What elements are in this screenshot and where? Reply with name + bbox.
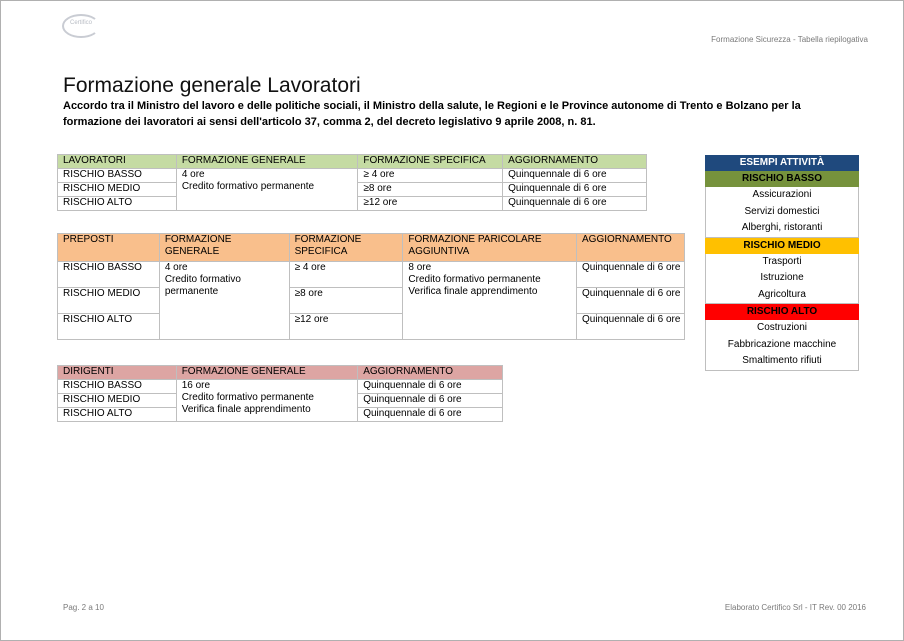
generale-line: 16 ore — [181, 380, 211, 391]
table-header-row — [58, 234, 685, 262]
page-title: Formazione generale Lavoratori — [63, 74, 361, 97]
aggiuntiva-line: 8 ore — [408, 262, 432, 273]
list-item: Assicurazioni — [752, 189, 812, 200]
list-item: Fabbricazione macchine — [727, 338, 837, 350]
header-doc-title: Formazione Sicurezza - Tabella riepilogativa — [711, 35, 868, 44]
specifica-cell: ≥ 4 ore — [358, 169, 503, 183]
header-cell: PREPOSTI — [58, 234, 160, 262]
list-item: Costruzioni — [756, 322, 808, 333]
generale-line: 4 ore — [181, 169, 205, 180]
page-number: Pag. 2 a 10 — [63, 603, 104, 612]
aggiornamento-cell: Quinquennale di 6 ore — [358, 380, 503, 394]
rischio-alto-header: RISCHIO ALTO — [705, 304, 859, 320]
table-header-row — [58, 366, 503, 380]
aggiornamento-cell: Quinquennale di 6 ore — [503, 183, 647, 197]
table-row — [58, 262, 685, 288]
aggiornamento-cell: Quinquennale di 6 ore — [503, 169, 647, 183]
list-item: Agricoltura — [758, 288, 806, 300]
aggiornamento-cell: Quinquennale di 6 ore — [358, 408, 503, 422]
rischio-cell: RISCHIO MEDIO — [58, 288, 160, 314]
rischio-cell: RISCHIO BASSO — [58, 262, 160, 288]
specifica-cell: ≥8 ore — [358, 183, 503, 197]
header-cell: FORMAZIONE GENERALE — [176, 155, 358, 169]
generale-line: Verifica finale apprendimento — [181, 404, 311, 415]
header-cell: LAVORATORI — [58, 155, 177, 169]
table-row — [58, 380, 503, 394]
header-cell: FORMAZIONE PARICOLARE AGGIUNTIVA — [403, 234, 577, 262]
aggiornamento-cell: Quinquennale di 6 ore — [577, 288, 685, 314]
table-row — [58, 314, 685, 340]
footer-credit: Elaborato Certifico Srl - IT Rev. 00 2016 — [724, 603, 866, 612]
specifica-cell: ≥12 ore — [358, 197, 503, 211]
list-item: Smaltimento rifiuti — [742, 355, 822, 366]
formazione-generale-cell — [176, 380, 358, 422]
table-row — [58, 169, 647, 183]
table-row — [58, 288, 685, 314]
certifico-logo — [62, 14, 98, 36]
rischio-cell: RISCHIO MEDIO — [58, 183, 177, 197]
page-subtitle: Accordo tra il Ministro del lavoro e delle politiche sociali, il Ministro della salute, le Regioni e le Province autonome di Trento e Bolzano per la formazione dei lavoratori ai sensi dell'articolo 37, comma 2, del decreto legislativo 9 aprile 2008, n. 81. — [63, 100, 801, 128]
rischio-cell: RISCHIO ALTO — [58, 314, 160, 340]
aggiuntiva-line: Credito formativo permanente — [408, 274, 541, 285]
generale-line: Credito formativo permanente — [164, 274, 241, 297]
lavoratori-table — [57, 154, 647, 211]
aggiornamento-cell: Quinquennale di 6 ore — [577, 314, 685, 340]
header-cell: FORMAZIONE SPECIFICA — [358, 155, 503, 169]
specifica-cell: ≥8 ore — [289, 288, 403, 314]
rischio-cell: RISCHIO MEDIO — [58, 394, 177, 408]
header-cell: FORMAZIONE SPECIFICA — [289, 234, 403, 262]
generale-line: Credito formativo permanente — [181, 392, 314, 403]
formazione-aggiuntiva-cell — [403, 262, 577, 340]
logo-text: Certifico — [70, 20, 93, 26]
header-cell: AGGIORNAMENTO — [358, 366, 503, 380]
rischio-basso-list — [705, 187, 859, 238]
list-item: Servizi domestici — [744, 205, 820, 217]
rischio-medio-list — [705, 254, 859, 305]
rischio-cell: RISCHIO BASSO — [58, 380, 177, 394]
rischio-alto-list — [705, 320, 859, 371]
specifica-cell: ≥12 ore — [289, 314, 403, 340]
specifica-cell: ≥ 4 ore — [289, 262, 403, 288]
rischio-cell: RISCHIO BASSO — [58, 169, 177, 183]
header-cell: AGGIORNAMENTO — [503, 155, 647, 169]
logo-ring-icon — [62, 14, 100, 38]
formazione-generale-cell — [176, 169, 358, 211]
list-item: Trasporti — [762, 255, 802, 267]
aggiornamento-cell: Quinquennale di 6 ore — [358, 394, 503, 408]
esempi-attivita-panel — [705, 155, 859, 371]
rischio-cell: RISCHIO ALTO — [58, 197, 177, 211]
header-cell: AGGIORNAMENTO — [577, 234, 685, 262]
generale-line: Credito formativo permanente — [181, 181, 315, 192]
aggiornamento-cell: Quinquennale di 6 ore — [577, 262, 685, 288]
list-item: Istruzione — [760, 272, 804, 283]
aggiuntiva-line: Verifica finale apprendimento — [408, 286, 538, 297]
header-cell: DIRIGENTI — [58, 366, 177, 380]
header-cell: FORMAZIONE GENERALE — [159, 234, 289, 262]
rischio-cell: RISCHIO ALTO — [58, 408, 177, 422]
aggiornamento-cell: Quinquennale di 6 ore — [503, 197, 647, 211]
rischio-medio-header: RISCHIO MEDIO — [705, 238, 859, 254]
table-header-row — [58, 155, 647, 169]
esempi-title: ESEMPI ATTIVITÀ — [705, 155, 859, 171]
generale-line: 4 ore — [164, 262, 188, 273]
header-cell: FORMAZIONE GENERALE — [176, 366, 358, 380]
list-item: Alberghi, ristoranti — [741, 222, 823, 233]
dirigenti-table — [57, 365, 503, 422]
preposti-table — [57, 233, 685, 340]
formazione-generale-cell — [159, 262, 289, 340]
rischio-basso-header: RISCHIO BASSO — [705, 171, 859, 187]
